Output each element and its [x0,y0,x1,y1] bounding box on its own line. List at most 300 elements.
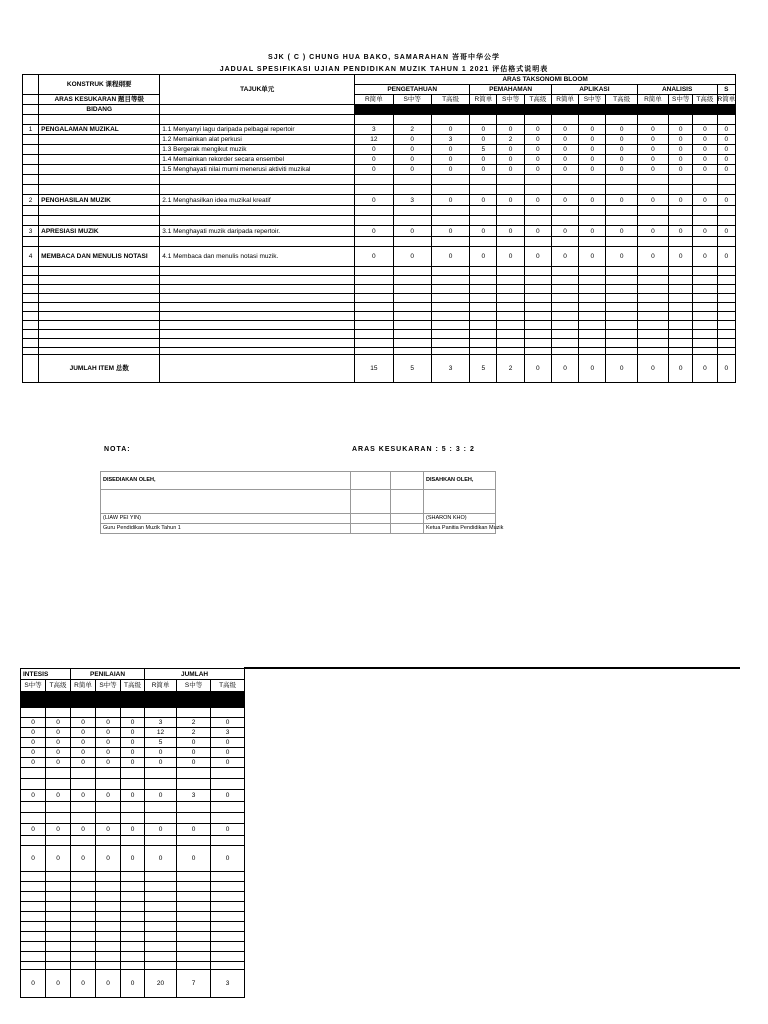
table-cell [393,294,431,303]
table-cell [393,348,431,355]
teacher-role: Guru Pendidikan Muzik Tahun 1 [101,524,351,534]
table-cell [606,237,637,247]
bidang-cell [39,165,160,175]
difficulty-header: T高级 [693,95,717,105]
value-cell: 0 [355,165,393,175]
total-cell: 7 [177,970,211,998]
table-cell [431,175,469,185]
value-cell: 2 [177,718,211,728]
value-cell: 0 [46,718,71,728]
table-cell [23,348,39,355]
value-cell: 0 [693,145,717,155]
table-cell [177,952,211,962]
value-cell: 0 [637,155,668,165]
table-cell [669,206,693,216]
tajuk-cell: 1.2 Memainkan alat perkusi [160,135,355,145]
table-cell [160,267,355,276]
data-row [23,135,736,145]
blank-row [21,882,245,892]
tajuk-cell: 3.1 Menghayati muzik daripada repertoir. [160,226,355,237]
table-cell [96,768,121,779]
difficulty-header: R简单 [355,95,393,105]
table-cell [606,267,637,276]
table-cell [46,836,71,846]
table-cell [606,206,637,216]
value-cell: 0 [355,155,393,165]
blank-row [21,902,245,912]
value-cell: 0 [71,738,96,748]
value-cell: 0 [606,125,637,135]
table-cell [497,321,524,330]
table-cell [579,216,606,226]
table-cell [355,206,393,216]
value-cell: 0 [71,718,96,728]
value-cell: 0 [46,738,71,748]
table-cell [355,185,393,195]
table-cell [121,882,145,892]
table-cell [211,779,245,790]
value-cell: 0 [21,846,46,872]
table-cell [669,237,693,247]
table-cell [160,312,355,321]
table-cell [39,185,160,195]
value-cell: 0 [121,718,145,728]
table-cell [23,321,39,330]
table-cell [579,339,606,348]
table-cell [669,276,693,285]
value-cell: 0 [669,155,693,165]
page-divider [244,667,740,669]
table-cell [355,321,393,330]
total-cell: 0 [637,355,668,383]
table-cell [71,836,96,846]
table-cell [470,312,497,321]
table-cell [470,237,497,247]
value-cell: 0 [355,195,393,206]
konstruk-header: KONSTRUK 课程纲要 [39,75,160,95]
table-cell [211,952,245,962]
table-cell [524,216,551,226]
value-cell: 0 [470,226,497,237]
table-cell [393,321,431,330]
table-cell [606,312,637,321]
table-cell [96,892,121,902]
value-cell: 0 [46,846,71,872]
value-cell: 0 [717,155,735,165]
table-cell [160,105,355,115]
blank-row [23,339,736,348]
table-cell [470,206,497,216]
level-header: PEMAHAMAN [470,85,552,95]
table-cell [470,175,497,185]
table-cell [669,115,693,125]
table-cell [145,892,177,902]
value-cell: 0 [717,125,735,135]
table-cell [693,115,717,125]
table-cell [637,321,668,330]
table-cell [579,330,606,339]
table-cell [177,912,211,922]
table-cell [39,206,160,216]
table-cell [551,321,578,330]
table-cell [693,303,717,312]
value-cell: 0 [121,824,145,836]
value-cell: 0 [71,790,96,802]
value-cell: 0 [717,165,735,175]
difficulty-header: S中等 [177,680,211,692]
table-cell [717,321,735,330]
value-cell: 0 [637,125,668,135]
value-cell: 0 [693,125,717,135]
table-cell [39,321,160,330]
table-cell [23,175,39,185]
table-cell [71,882,96,892]
table-cell [96,912,121,922]
table-cell [551,285,578,294]
table-cell [497,294,524,303]
table-cell [524,175,551,185]
value-cell: 0 [145,748,177,758]
table-cell [177,922,211,932]
value-cell: 0 [21,824,46,836]
blank-row [23,330,736,339]
table-cell [393,216,431,226]
table-cell [46,802,71,813]
table-cell [393,339,431,348]
p2-header-row-2 [21,680,245,692]
table-cell [431,237,469,247]
table-cell [497,285,524,294]
approved-by: DISAHKAN OLEH, [424,472,496,490]
value-cell: 0 [669,125,693,135]
table-cell [211,922,245,932]
table-cell [551,348,578,355]
value-cell: 12 [355,135,393,145]
table-cell [211,932,245,942]
table-cell [39,339,160,348]
table-cell [355,294,393,303]
table-cell [39,348,160,355]
value-cell: 0 [21,738,46,748]
value-cell: 0 [431,165,469,175]
jumlah-header: JUMLAH [145,669,245,680]
table-cell [524,294,551,303]
table-cell [160,321,355,330]
value-cell: 0 [211,846,245,872]
value-cell: 0 [717,226,735,237]
table-cell [524,339,551,348]
blank-row [21,932,245,942]
table-cell [551,276,578,285]
blank-row [23,206,736,216]
table-cell [121,768,145,779]
table-cell [497,237,524,247]
value-cell: 0 [145,758,177,768]
table-cell [431,303,469,312]
total-cell: 0 [121,970,145,998]
table-cell [355,339,393,348]
table-cell [717,115,735,125]
value-cell: 0 [606,247,637,267]
aras-taksonomi-header: ARAS TAKSONOMI BLOOM [355,75,736,85]
table-cell [355,285,393,294]
value-cell: 0 [470,165,497,175]
table-cell [145,962,177,970]
table-cell [211,902,245,912]
table-cell [23,267,39,276]
table-cell [669,216,693,226]
table-cell [470,339,497,348]
table-cell [524,276,551,285]
value-cell: 0 [177,738,211,748]
data-row [21,790,245,802]
table-cell [23,355,39,383]
aras-kesukaran-ratio: ARAS KESUKARAN : 5 : 3 : 2 [352,446,475,453]
document-title: JADUAL SPESIFIKASI UJIAN PENDIDIKAN MUZIK TAHUN 1 2021 评估格式说明表 [219,66,549,73]
value-cell: 0 [470,247,497,267]
row-number: 3 [23,226,39,237]
table-cell [717,276,735,285]
level-header: PENGETAHUAN [355,85,470,95]
table-cell [524,237,551,247]
tajuk-cell: 1.5 Menghayati nilai murni menerusi aktiviti muzikal [160,165,355,175]
table-cell [551,267,578,276]
total-cell: 0 [606,355,637,383]
table-cell [551,294,578,303]
table-cell [637,294,668,303]
table-cell [46,902,71,912]
table-cell [145,952,177,962]
value-cell: 0 [637,195,668,206]
table-cell [121,813,145,824]
value-cell: 0 [121,728,145,738]
table-cell [177,892,211,902]
table-cell [23,105,39,115]
value-cell: 0 [71,728,96,738]
total-cell: 0 [717,355,735,383]
value-cell: 0 [524,247,551,267]
row-number: 4 [23,247,39,267]
table-cell [39,312,160,321]
total-cell: 5 [470,355,497,383]
table-cell [211,813,245,824]
table-cell [717,185,735,195]
value-cell: 0 [121,758,145,768]
table-cell [551,175,578,185]
table-cell [637,285,668,294]
value-cell: 0 [497,195,524,206]
table-cell [21,708,46,718]
table-cell [637,303,668,312]
value-cell: 0 [717,145,735,155]
tajuk-cell: 1.3 Bergerak mengikut muzik [160,145,355,155]
table-cell [21,922,46,932]
table-cell [551,237,578,247]
value-cell: 0 [46,790,71,802]
value-cell: 0 [524,145,551,155]
table-cell [693,348,717,355]
value-cell: 0 [579,145,606,155]
table-cell [211,962,245,970]
table-cell [71,802,96,813]
table-cell [21,779,46,790]
header-row-4 [23,105,736,115]
table-cell [470,294,497,303]
value-cell: 0 [21,728,46,738]
value-cell: 0 [637,165,668,175]
value-cell: 0 [551,226,578,237]
value-cell: 0 [393,165,431,175]
value-cell: 0 [71,846,96,872]
value-cell: 0 [717,247,735,267]
value-cell: 3 [393,195,431,206]
table-cell [579,303,606,312]
table-cell [551,312,578,321]
table-cell [637,312,668,321]
table-cell [211,892,245,902]
table-cell [39,276,160,285]
table-cell [717,267,735,276]
table-cell [355,267,393,276]
table-cell [669,294,693,303]
table-cell [46,708,71,718]
difficulty-header: T高级 [431,95,469,105]
value-cell: 0 [693,165,717,175]
value-cell: 0 [606,155,637,165]
value-cell: 0 [71,748,96,758]
table-cell [211,708,245,718]
table-cell [470,330,497,339]
tajuk-cell: 4.1 Membaca dan menulis notasi muzik. [160,247,355,267]
table-cell [355,312,393,321]
bidang-cell: MEMBACA DAN MENULIS NOTASI [39,247,160,267]
total-cell: 0 [46,970,71,998]
prepared-by: DISEDIAKAN OLEH, [101,472,351,490]
value-cell: 0 [46,824,71,836]
table-cell [121,802,145,813]
table-cell [355,330,393,339]
data-row [23,125,736,135]
table-cell [23,206,39,216]
table-cell [693,339,717,348]
value-cell: 0 [71,758,96,768]
value-cell: 0 [96,824,121,836]
table-cell [39,303,160,312]
table-cell [71,892,96,902]
data-row [21,728,245,738]
table-cell [355,216,393,226]
table-cell [431,267,469,276]
value-cell: 0 [470,135,497,145]
table-cell [23,294,39,303]
blank-row [23,285,736,294]
table-cell [431,321,469,330]
value-cell: 0 [579,155,606,165]
table-cell [693,276,717,285]
value-cell: 0 [717,135,735,145]
value-cell: 0 [693,195,717,206]
row-number [23,145,39,155]
table-cell [177,708,211,718]
table-cell [393,303,431,312]
value-cell: 0 [177,846,211,872]
data-row [21,718,245,728]
table-cell [23,115,39,125]
value-cell: 0 [393,155,431,165]
table-cell [470,348,497,355]
table-cell [160,285,355,294]
value-cell: 0 [669,135,693,145]
table-cell [21,942,46,952]
table-cell [121,942,145,952]
blank-row [21,942,245,952]
data-row [21,758,245,768]
table-cell [606,303,637,312]
table-cell [470,276,497,285]
table-cell [693,175,717,185]
table-cell [211,872,245,882]
blank-row [21,813,245,824]
blank-row [21,952,245,962]
value-cell: 0 [145,846,177,872]
table-cell [23,216,39,226]
value-cell: 0 [637,145,668,155]
table-cell [46,952,71,962]
table-cell [177,932,211,942]
value-cell: 0 [579,125,606,135]
table-cell [177,813,211,824]
table-cell [497,303,524,312]
table-cell [96,922,121,932]
blank-row [23,348,736,355]
penilaian-header: PENILAIAN [71,669,145,680]
table-cell [393,312,431,321]
bidang-header: BIDANG [39,105,160,115]
table-cell [145,912,177,922]
value-cell: 0 [669,226,693,237]
value-cell: 0 [606,135,637,145]
table-cell [96,708,121,718]
table-cell [551,185,578,195]
specification-table [22,74,736,383]
table-cell [39,115,160,125]
table-cell [177,768,211,779]
table-cell [579,276,606,285]
table-cell [497,216,524,226]
table-cell [606,348,637,355]
table-cell [96,882,121,892]
black-band [21,692,245,708]
value-cell: 0 [121,748,145,758]
value-cell: 0 [46,728,71,738]
teacher-name: (LIAW PEI YIN) [101,514,351,524]
value-cell: 0 [145,790,177,802]
table-cell [121,922,145,932]
value-cell: 0 [637,226,668,237]
table-cell [717,312,735,321]
table-cell [23,237,39,247]
table-cell [160,348,355,355]
bidang-cell [39,135,160,145]
table-cell [96,902,121,912]
table-cell [606,216,637,226]
total-cell: 0 [579,355,606,383]
data-row [21,738,245,748]
header-row-3 [23,95,736,105]
table-cell [524,115,551,125]
table-cell [717,294,735,303]
value-cell: 0 [96,738,121,748]
